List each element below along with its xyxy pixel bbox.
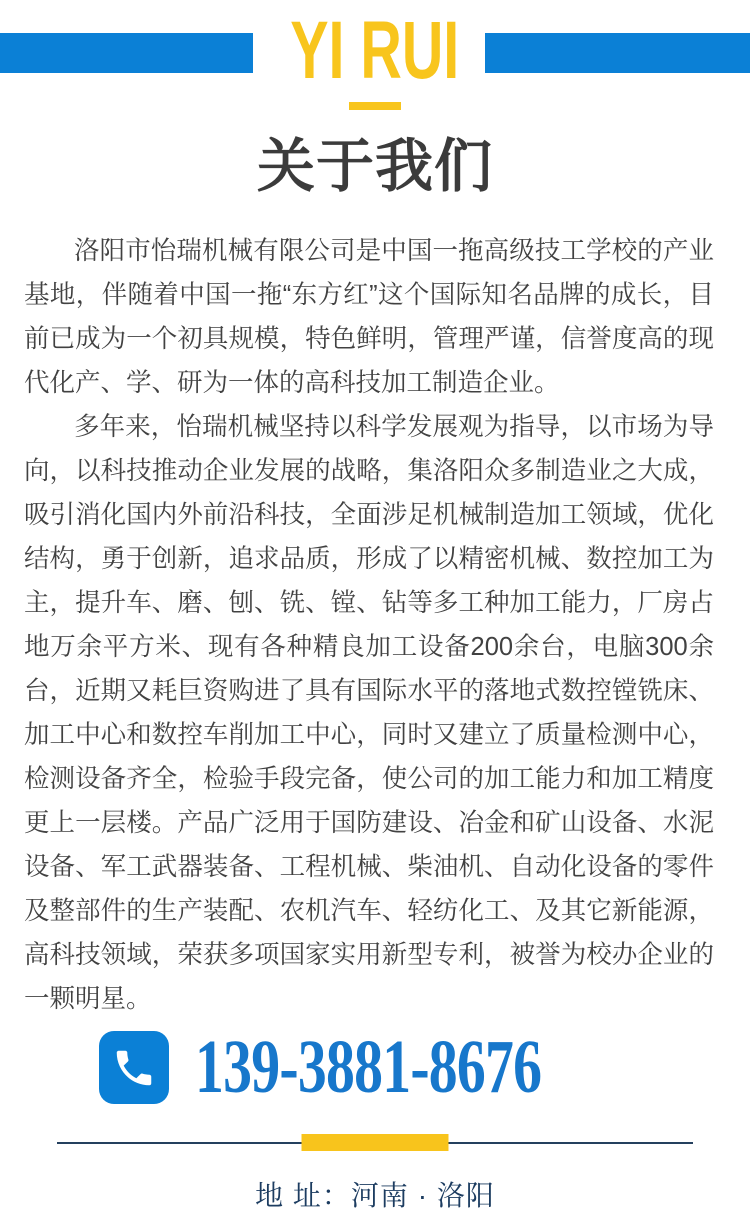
brand-underline [349, 102, 401, 110]
page-title: 关于我们 [256, 134, 493, 199]
footer-divider [57, 1134, 693, 1151]
brand-logo-text: YI RUI [290, 5, 460, 96]
brand-logo [0, 5, 750, 96]
about-text [0, 229, 750, 1021]
phone-icon [99, 1031, 169, 1104]
divider-accent-bar [302, 1134, 449, 1151]
address-text: 地 址：河南 · 洛阳 [255, 1180, 495, 1211]
header [0, 0, 750, 112]
phone-number[interactable]: 139-3881-8676 [195, 1025, 542, 1109]
about-paragraph-2: 多年来，怡瑞机械坚持以科学发展观为指导，以市场为导向，以科技推动企业发展的战略，集洛阳众多制造业之大成，吸引消化国内外前沿科技，全面涉足机械制造加工领域，优化结构，勇于创新，追求品质，形成了以精密机械、数控加工为主，提升车、磨、刨、铣、镗、钻等多工种加工能力，厂房占地万余平方米、现有各种精良加工设备200余台，电脑300余台，近期又耗巨资购进了具有国际水平的落地式数控镗铣床、加工中心和数控车削加工中心，同时又建立了质量检测中心，检测设备齐全，检验手段完备，使公司的加工能力和加工精度更上一层楼。产品广泛用于国防建设、冶金和矿山设备、水泥设备、军工武器装备、工程机械、柴油机、自动化设备的零件及整部件的生产装配、农机汽车、轻纺化工、及其它新能源，高科技领域，荣获多项国家实用新型专利，被誉为校办企业的一颗明星。 [24, 413, 714, 1013]
phone-contact[interactable] [0, 1025, 750, 1109]
about-paragraph-1: 洛阳市怡瑞机械有限公司是中国一拖高级技工学校的产业基地，伴随着中国一拖“东方红”这个国际知名品牌的成长，目前已成为一个初具规模，特色鲜明，管理严谨，信誉度高的现代化产、学、研为一体的高科技加工制造企业。 [24, 237, 714, 397]
